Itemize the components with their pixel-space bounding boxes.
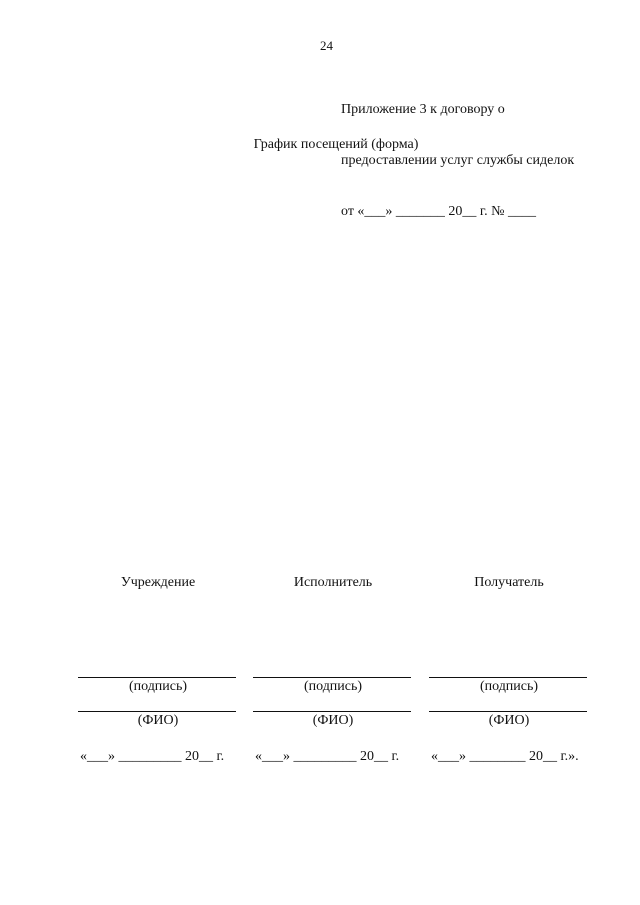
role-label: Учреждение	[120, 575, 196, 590]
signature-line	[78, 677, 236, 678]
name-line	[253, 711, 411, 712]
name-caption: (ФИО)	[137, 713, 179, 728]
page-number: 24	[320, 38, 333, 53]
signature-block-recipient	[429, 575, 589, 764]
signature-block-institution	[78, 575, 238, 764]
date-line: «___» ________ 20__ г.».	[431, 749, 579, 764]
appendix-line-1: Приложение 3 к договору о	[341, 102, 505, 117]
signature-line	[253, 677, 411, 678]
name-line	[429, 711, 587, 712]
signature-caption: (подпись)	[479, 679, 539, 694]
appendix-line-2: предоставлении услуг службы сиделок	[341, 153, 575, 168]
role-label: Исполнитель	[293, 575, 373, 590]
name-caption: (ФИО)	[488, 713, 530, 728]
signature-block-executor	[253, 575, 413, 764]
signature-caption: (подпись)	[128, 679, 188, 694]
signature-caption: (подпись)	[303, 679, 363, 694]
signature-line	[429, 677, 587, 678]
form-title: График посещений (форма)	[253, 137, 419, 152]
role-label: Получатель	[474, 575, 544, 590]
name-line	[78, 711, 236, 712]
appendix-line-3: от «___» _______ 20__ г. № ____	[341, 204, 536, 219]
date-line: «___» _________ 20__ г.	[80, 749, 225, 764]
date-line: «___» _________ 20__ г.	[255, 749, 400, 764]
name-caption: (ФИО)	[312, 713, 354, 728]
